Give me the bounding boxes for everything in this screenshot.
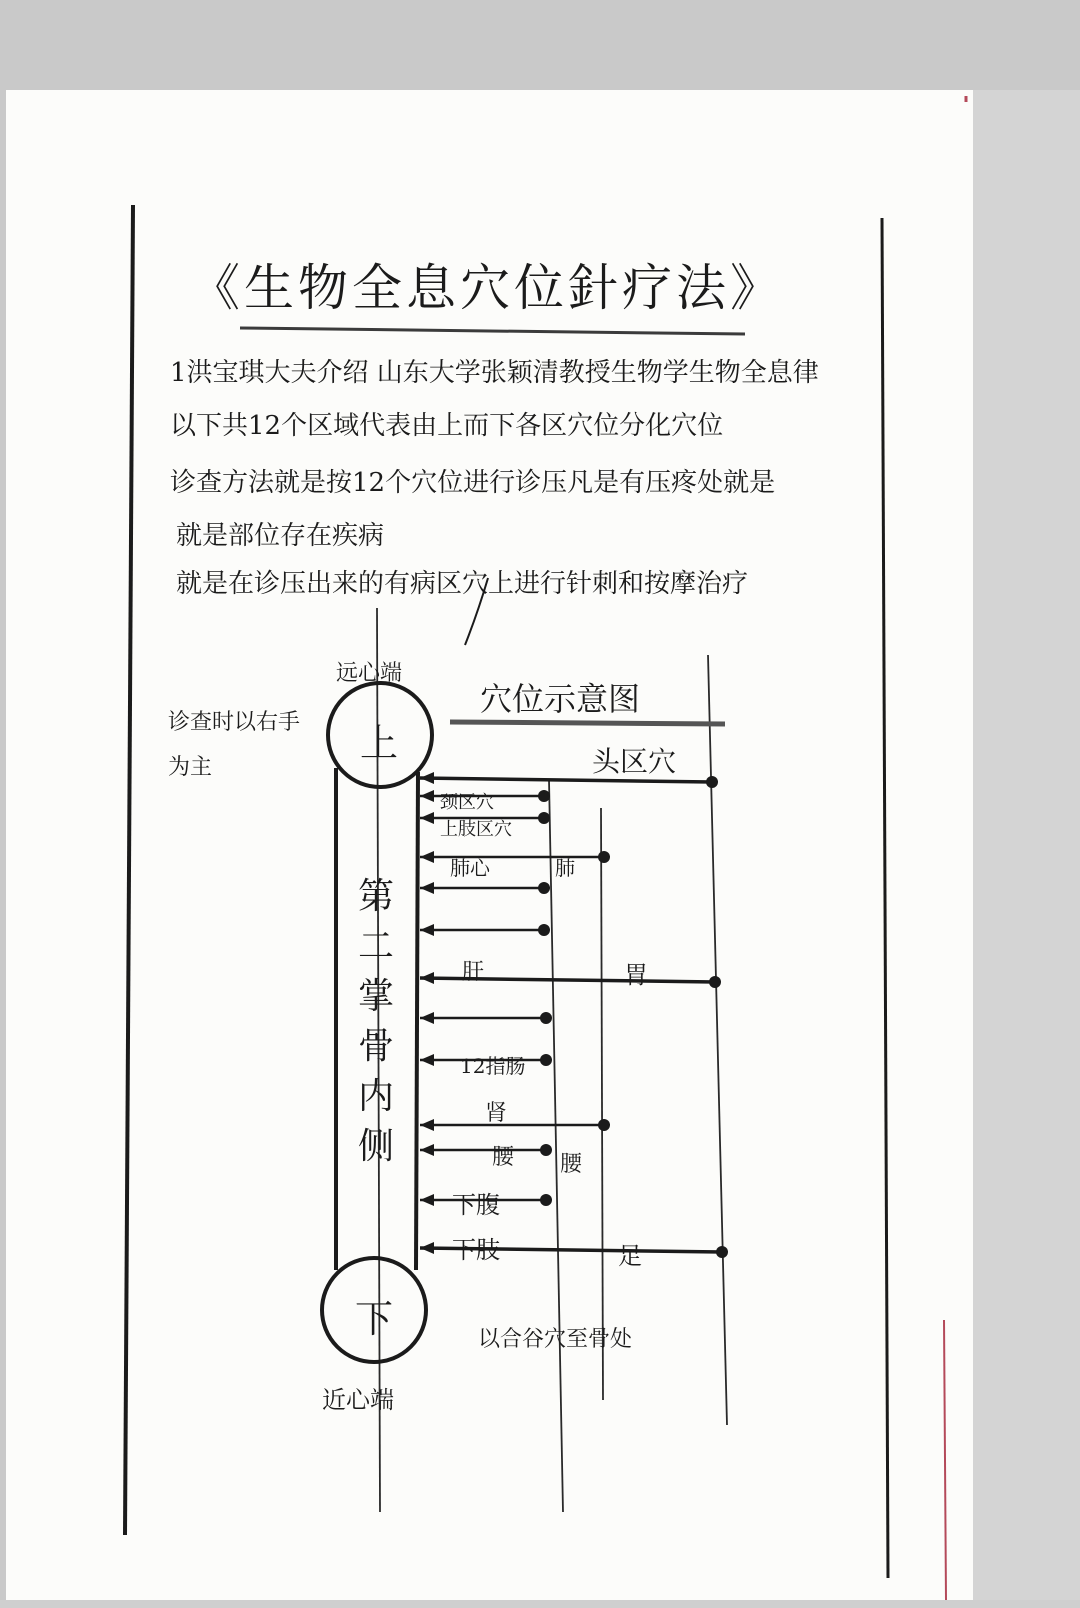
page-title: 《生物全息穴位針疗法》 (190, 259, 784, 317)
arrow-tip (420, 1194, 434, 1206)
point-label-lumbar-right: 腰 (560, 1152, 583, 1177)
acupoint-dot (538, 790, 550, 802)
shaft-char: 掌 (357, 976, 394, 1017)
acupoint-dot (538, 882, 550, 894)
point-label-upper-limb: 上肢区穴 (440, 819, 512, 840)
acupoint-dot (709, 976, 721, 988)
point-label-kidney: 肾 (485, 1101, 508, 1126)
red-margin-line (944, 1320, 946, 1600)
arrow-tip (420, 972, 434, 984)
heading-underline (450, 722, 725, 724)
guide-line-4 (708, 655, 727, 1425)
arrow-tip (420, 1144, 434, 1156)
shaft-char: 骨 (357, 1026, 394, 1067)
arrow-tip (420, 882, 434, 894)
point-label-lumbar: 腰 (492, 1145, 515, 1170)
point-label-lung-heart: 肺心 (450, 856, 490, 880)
intro-line-1: 1洪宝琪大夫介绍 山东大学张颖清教授生物学生物全息律 (170, 358, 819, 388)
shaft-char: 第 (357, 876, 394, 917)
shaft-label (354, 872, 398, 1172)
title-underline (240, 328, 745, 334)
intro-line-4: 就是部位存在疾病 (176, 521, 385, 551)
point-label-lung: 肺 (555, 856, 575, 880)
arrow-tip (420, 851, 434, 863)
intro-line-2: 以下共12个区域代表由上而下各区穴位分化穴位 (170, 411, 724, 441)
arrow-tip (420, 1012, 434, 1024)
side-note-line-2: 为主 (168, 755, 213, 780)
point-label-neck: 颈区穴 (440, 792, 494, 813)
bottom-circle-label: 下 (355, 1297, 394, 1341)
acupoint-dot (716, 1246, 728, 1258)
acupoint-dot (540, 1194, 552, 1206)
acupoint-dot (540, 1054, 552, 1066)
arrow-tip (420, 1119, 434, 1131)
bottom-end-label: 近心端 (322, 1386, 394, 1414)
guide-line-3 (601, 808, 603, 1400)
arrow-tip (420, 1054, 434, 1066)
arrow-tip (420, 790, 434, 802)
arrow-tip (420, 924, 434, 936)
shaft-char: 内 (357, 1076, 394, 1117)
side-note-line-1: 诊查时以右手 (168, 710, 301, 735)
bottom-note: 以合谷穴至骨处 (478, 1327, 633, 1352)
intro-line-3: 诊查方法就是按12个穴位进行诊压凡是有压疼处就是 (170, 468, 776, 498)
shaft-char: 侧 (357, 1126, 394, 1167)
left-page-border (125, 205, 133, 1535)
point-label-liver: 肝 (462, 960, 485, 985)
acupoint-dot (706, 776, 718, 788)
point-label-head: 头区穴 (592, 745, 677, 778)
acupoint-dot (598, 851, 610, 863)
point-label-foot: 足 (618, 1242, 642, 1270)
arrow-tip (420, 772, 434, 784)
acupoint-dot (598, 1119, 610, 1131)
acupoint-dot (540, 1012, 552, 1024)
top-end-label: 远心端 (336, 661, 403, 686)
right-page-border (882, 218, 888, 1578)
intro-line-5: 就是在诊压出来的有病区穴上进行针刺和按摩治疗 (176, 569, 749, 599)
acupoint-dot (540, 1144, 552, 1156)
point-label-lower-limb: 下肢 (452, 1236, 500, 1264)
top-circle-label: 上 (360, 721, 399, 765)
diagram-heading: 穴位示意图 (480, 680, 641, 718)
acupoint-dot (538, 812, 550, 824)
arrow-tip (420, 1242, 434, 1254)
shaft-char: 二 (357, 926, 394, 967)
shaft-right-edge (416, 772, 418, 1270)
arrow-tip (420, 812, 434, 824)
point-label-duodenum: 12指肠 (460, 1054, 526, 1078)
acupoint-dot (538, 924, 550, 936)
point-label-stomach: 胃 (624, 961, 648, 989)
point-label-lower-abdomen: 下腹 (452, 1191, 500, 1219)
guide-line-2 (549, 780, 563, 1512)
